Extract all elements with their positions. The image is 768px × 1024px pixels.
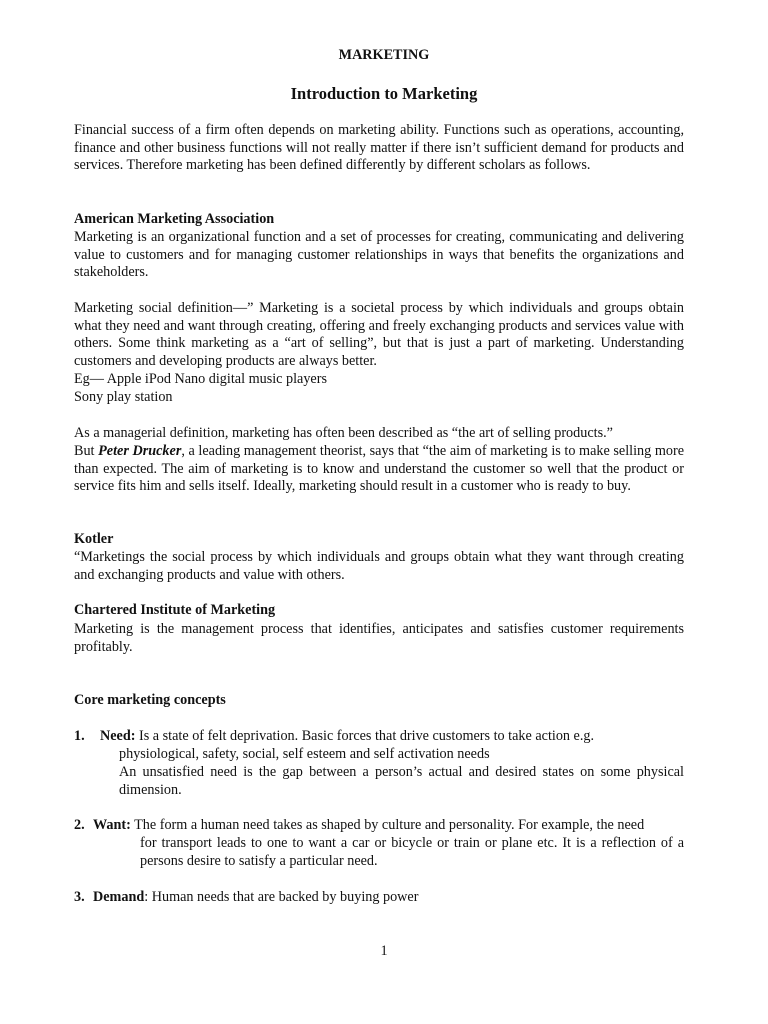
intro-paragraph: Financial success of a firm often depends on marketing ability. Functions such as operations, accounting, finance and other business functions will not really matter if there isn’t sufficient demand for products and services. Therefore marketing has been defined differently by different scholars as follows.: [74, 122, 684, 174]
drucker-text: , a leading management theorist, says that “the aim of marketing is to make selling more than expected. The aim of marketing is to know and understand the customer so well that the product or service fits him and sells itself. Ideally, marketing should result in a customer who is ready to buy.: [74, 443, 685, 495]
kotler-definition: “Marketings the social process by which individuals and groups obtain what they want through creating and exchanging products and value with others.: [74, 549, 684, 583]
want-line-1: [93, 817, 685, 835]
demand-line-1: [93, 889, 685, 907]
social-definition: Marketing social definition—” Marketing is a societal process by which individuals and groups obtain what they need and want through creating, offering and freely exchanging products and services value with others. Some think marketing as a “art of selling”, but that is just a part of marketing. Understanding customers and developing products are always better.: [74, 300, 684, 370]
drucker-name: Peter Drucker: [98, 443, 182, 459]
managerial-definition: As a managerial definition, marketing has often been described as “the art of selling products.”: [74, 425, 613, 441]
want-line-2: for transport leads to one to want a car or bicycle or train or plane etc. It is a reflection of a persons desire to satisfy a particular need.: [140, 835, 684, 869]
list-number-2: 2.: [74, 817, 85, 833]
document-header: MARKETING: [338, 47, 430, 63]
ama-heading: American Marketing Association: [74, 211, 275, 227]
want-text: The form a human need takes as shaped by culture and personality. For example, the need: [130, 817, 645, 833]
need-line-3: An unsatisfied need is the gap between a person’s actual and desired states on some physical dimension.: [119, 764, 684, 798]
ama-definition: Marketing is an organizational function and a set of processes for creating, communicating and delivering value to customers and for managing customer relationships in ways that benefits the organizations and stakeholders.: [74, 229, 684, 281]
need-text: Is a state of felt deprivation. Basic forces that drive customers to take action e.g.: [135, 728, 595, 744]
demand-term: Demand: [93, 889, 145, 905]
list-number-1: 1.: [74, 728, 85, 744]
need-line-2: physiological, safety, social, self esteem and self activation needs: [119, 746, 490, 762]
need-line-1: [100, 728, 684, 746]
page-number: 1: [380, 943, 388, 959]
kotler-heading: Kotler: [74, 531, 114, 547]
cim-definition: Marketing is the management process that identifies, anticipates and satisfies customer requirements profitably.: [74, 621, 684, 655]
social-example-1: Eg— Apple iPod Nano digital music players: [74, 371, 327, 387]
want-term: Want:: [93, 817, 131, 833]
core-concepts-heading: Core marketing concepts: [74, 692, 226, 708]
list-number-3: 3.: [74, 889, 85, 905]
page-title: Introduction to Marketing: [290, 84, 478, 103]
drucker-but: But: [74, 443, 99, 459]
need-term: Need:: [100, 728, 136, 744]
demand-text: : Human needs that are backed by buying power: [144, 889, 419, 905]
social-example-2: Sony play station: [74, 389, 173, 405]
drucker-paragraph: [74, 443, 684, 496]
cim-heading: Chartered Institute of Marketing: [74, 602, 276, 618]
